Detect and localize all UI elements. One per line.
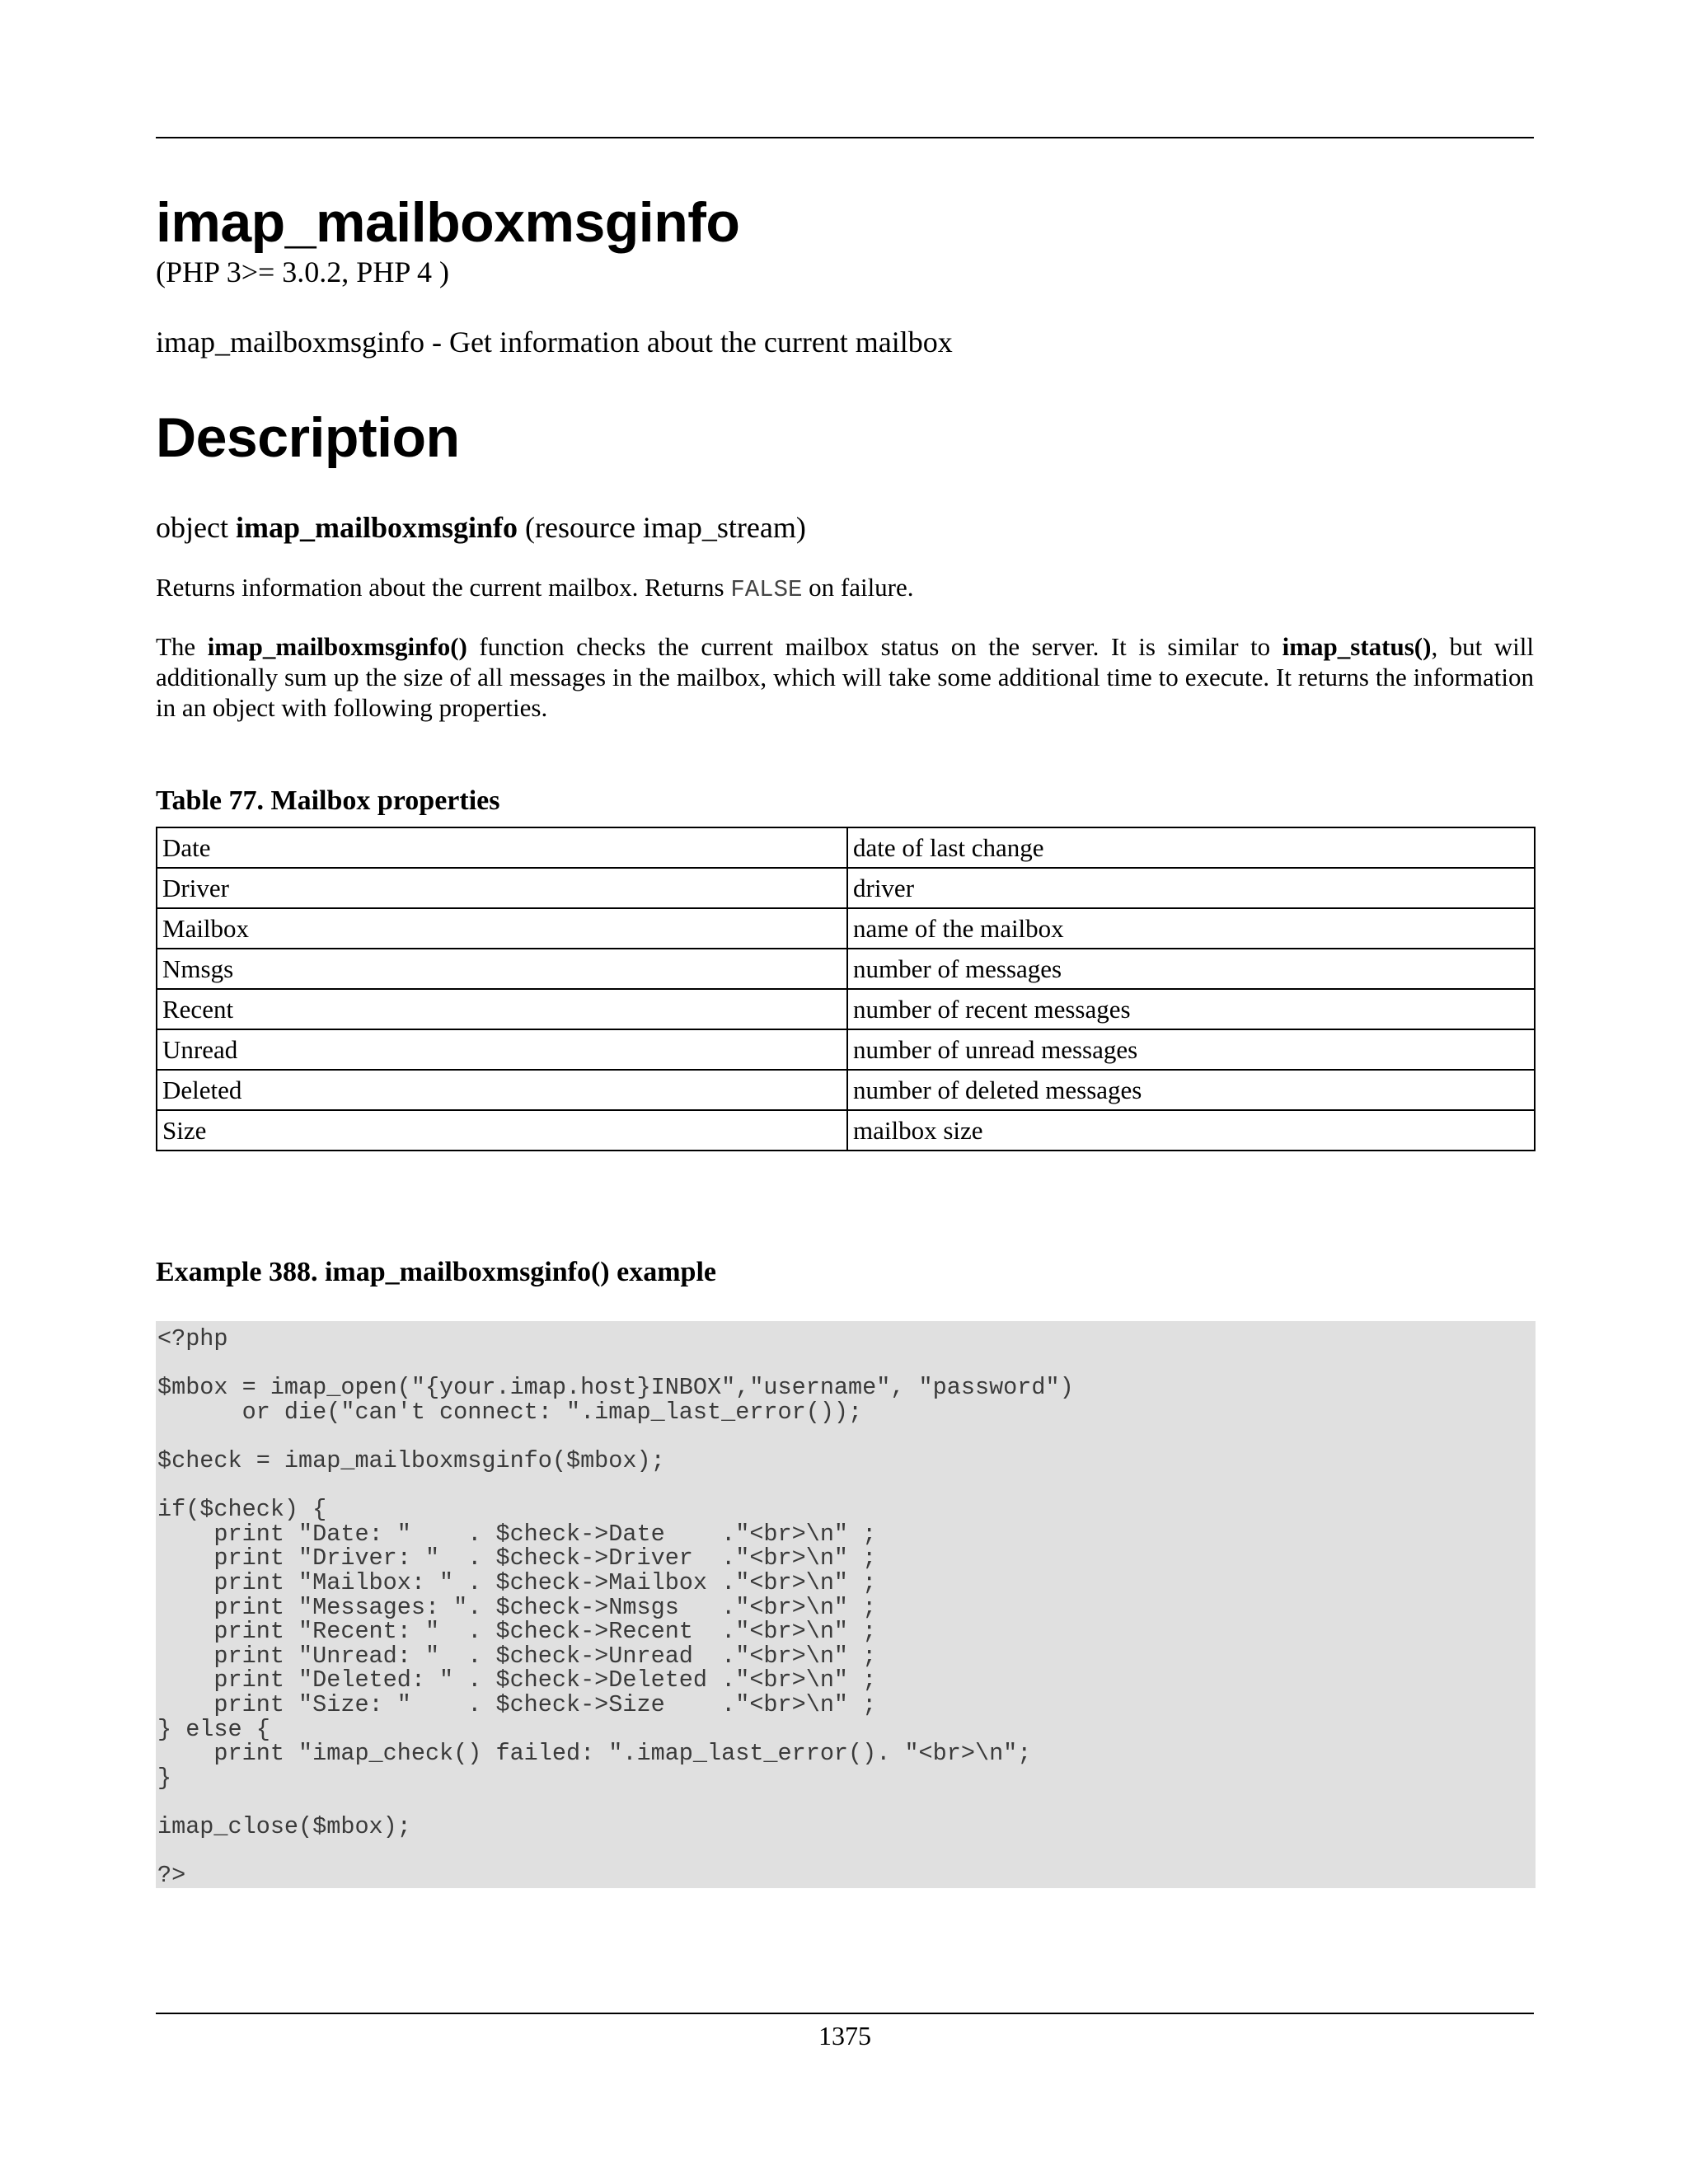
returns-text — [156, 574, 914, 602]
table-caption: Table 77. Mailbox properties — [156, 785, 500, 816]
code-line — [157, 1474, 1536, 1498]
property-desc-cell: number of recent messages — [847, 989, 1535, 1029]
imap-status-ref: imap_status() — [1282, 632, 1432, 661]
table-row — [157, 827, 1535, 868]
property-name-cell: Nmsgs — [157, 949, 847, 989]
function-name: imap_mailboxmsginfo — [235, 511, 518, 544]
code-line: ?> — [157, 1862, 186, 1890]
table-row — [157, 908, 1535, 949]
property-name-cell: Driver — [157, 868, 847, 908]
property-name-cell: Size — [157, 1110, 847, 1151]
property-name-cell: Unread — [157, 1029, 847, 1070]
table-row — [157, 868, 1535, 908]
page-number: 1375 — [818, 2021, 871, 2050]
property-name-cell: Deleted — [157, 1070, 847, 1110]
header-rule — [156, 137, 1534, 138]
code-line — [157, 1424, 1536, 1449]
code-line: print "Messages: ". $check->Nmsgs ."<br>\n" ; — [157, 1593, 877, 1621]
code-line: } else { — [157, 1715, 270, 1743]
table-row — [157, 949, 1535, 989]
returns-after: on failure. — [809, 573, 914, 602]
code-line: $mbox = imap_open("{your.imap.host}INBOX","username", "password") — [157, 1374, 1074, 1402]
function-params: (resource imap_stream) — [525, 511, 806, 544]
property-name-cell: Date — [157, 827, 847, 868]
property-desc-cell: number of deleted messages — [847, 1070, 1535, 1110]
body-text-3: , but will additionally sum up the size of all messages in the mailbox, which will take some additional time to execute. It returns the information in an object with following properties. — [156, 632, 1535, 722]
property-desc-cell: date of last change — [847, 827, 1535, 868]
code-line: print "Date: " . $check->Date ."<br>\n" ; — [157, 1520, 877, 1548]
footer-rule — [156, 2013, 1534, 2014]
code-line: print "Mailbox: " . $check->Mailbox ."<br>\n" ; — [157, 1568, 877, 1596]
table-row — [157, 1110, 1535, 1151]
function-ref: imap_mailboxmsginfo() — [207, 632, 467, 661]
refpurpose: imap_mailboxmsginfo - Get information about the current mailbox — [156, 326, 953, 359]
body-text-1: The — [156, 632, 196, 661]
table-row — [157, 1070, 1535, 1110]
body-paragraph — [156, 631, 1534, 723]
code-line: print "Size: " . $check->Size ."<br>\n" ; — [157, 1690, 877, 1718]
property-desc-cell: mailbox size — [847, 1110, 1535, 1151]
false-constant: FALSE — [730, 576, 803, 603]
mailbox-properties-table — [156, 827, 1536, 1151]
return-type: object — [156, 511, 228, 544]
code-example — [156, 1321, 1536, 1888]
code-line: print "Driver: " . $check->Driver ."<br>\n" ; — [157, 1544, 877, 1572]
table-row — [157, 989, 1535, 1029]
page-title: imap_mailboxmsginfo — [156, 191, 740, 254]
property-desc-cell: number of unread messages — [847, 1029, 1535, 1070]
code-line — [157, 1790, 1536, 1815]
code-line: print "Deleted: " . $check->Deleted ."<br>\n" ; — [157, 1666, 877, 1694]
property-name-cell: Recent — [157, 989, 847, 1029]
property-desc-cell: number of messages — [847, 949, 1535, 989]
description-heading: Description — [156, 406, 460, 469]
code-line: print "Recent: " . $check->Recent ."<br>\n" ; — [157, 1618, 877, 1646]
example-title: Example 388. imap_mailboxmsginfo() example — [156, 1257, 716, 1287]
code-line: $check = imap_mailboxmsginfo($mbox); — [157, 1446, 665, 1474]
body-text-2: function checks the current mailbox status on the server. It is similar to — [479, 632, 1271, 661]
table-row — [157, 1029, 1535, 1070]
returns-before: Returns information about the current mailbox. Returns — [156, 573, 724, 602]
code-line: print "Unread: " . $check->Unread ."<br>\n" ; — [157, 1642, 877, 1670]
property-desc-cell: driver — [847, 868, 1535, 908]
code-line: print "imap_check() failed: ".imap_last_error(). "<br>\n"; — [157, 1740, 1032, 1768]
code-line: <?php — [157, 1325, 228, 1352]
code-line — [157, 1839, 1536, 1863]
property-desc-cell: name of the mailbox — [847, 908, 1535, 949]
function-synopsis — [156, 513, 806, 542]
property-name-cell: Mailbox — [157, 908, 847, 949]
code-line: or die("can't connect: ".imap_last_error()); — [157, 1398, 863, 1426]
code-line: if($check) { — [157, 1496, 327, 1524]
code-line — [157, 1352, 1536, 1376]
code-line: imap_close($mbox); — [157, 1812, 411, 1840]
code-line: } — [157, 1764, 172, 1792]
version-info: (PHP 3>= 3.0.2, PHP 4 ) — [156, 255, 449, 288]
